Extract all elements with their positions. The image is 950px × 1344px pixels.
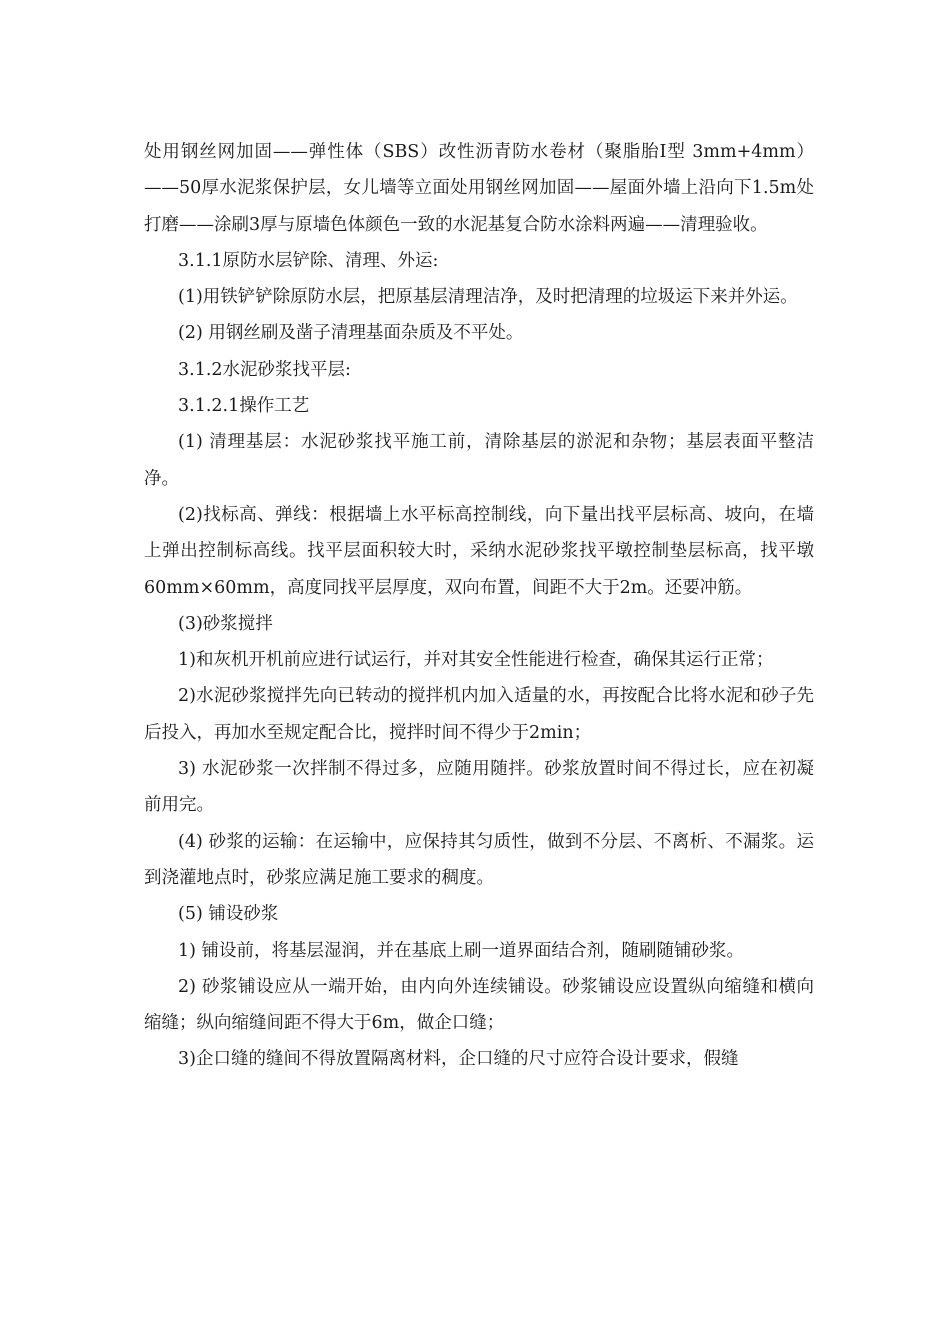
- heading-mortar-mixing: (3)砂浆搅拌: [178, 613, 273, 634]
- paragraph-clean-base: (1) 清理基层：水泥砂浆找平施工前，清除基层的淤泥和杂物；基层表面平整洁净。: [144, 432, 814, 489]
- paragraph-transport: (4) 砂浆的运输：在运输中，应保持其匀质性，做到不分层、不离析、不漏浆。运到浇灌地点时，砂浆应满足施工要求的稠度。: [144, 831, 814, 888]
- paragraph-intro: 处用钢丝网加固——弹性体（SBS）改性沥青防水卷材（聚脂胎Ⅰ型 3mm+4mm）——50厚水泥浆保护层，女儿墙等立面处用钢丝网加固——屋面外墙上沿向下1.5m处打磨——涂刷3厚与原墙色体颜色一致的水泥基复合防水涂料两遍——清理验收。: [144, 142, 814, 235]
- heading-laying-mortar: (5) 铺设砂浆: [178, 904, 279, 925]
- paragraph-step-1: (1)用铁铲铲除原防水层，把原基层清理洁净，及时把清理的垃圾运下来并外运。: [178, 287, 798, 308]
- document-body: [144, 134, 814, 1078]
- paragraph-batch-size: 3) 水泥砂浆一次拌制不得过多，应随用随拌。砂浆放置时间不得过长，应在初凝前用完。: [144, 759, 814, 816]
- paragraph-step-2: (2) 用钢丝刷及凿子清理基面杂质及不平处。: [178, 323, 524, 344]
- heading-3-1-2: 3.1.2水泥砂浆找平层:: [178, 359, 351, 380]
- heading-3-1-2-1: 3.1.2.1操作工艺: [178, 396, 310, 417]
- paragraph-laying-direction: 2) 砂浆铺设应从一端开始，由内向外连续铺设。砂浆铺设应设置纵向缩缝和横向缩缝；纵向缩缝间距不得大于6m，做企口缝；: [144, 976, 814, 1034]
- paragraph-mixing-order: 2)水泥砂浆搅拌先向已转动的搅拌机内加入适量的水，再按配合比将水泥和砂子先后投入，再加水至规定配合比，搅拌时间不得少于2min；: [144, 686, 814, 743]
- paragraph-pre-wetting: 1) 铺设前，将基层湿润，并在基底上刷一道界面结合剂，随刷随铺砂浆。: [178, 940, 745, 961]
- paragraph-mixer-test: 1)和灰机开机前应进行试运行，并对其安全性能进行检查，确保其运行正常；: [178, 650, 774, 671]
- paragraph-tongue-groove-joint: 3)企口缝的缝间不得放置隔离材料，企口缝的尺寸应符合设计要求，假缝: [178, 1049, 739, 1070]
- paragraph-elevation-marking: (2)找标高、弹线：根据墙上水平标高控制线，向下量出找平层标高、坡向，在墙上弹出控制标高线。找平层面积较大时，采纳水泥砂浆找平墩控制垫层标高，找平墩60mm×60mm，高度同找平层厚度，双向布置，间距不大于2m。还要冲筋。: [144, 504, 814, 598]
- heading-3-1-1: 3.1.1原防水层铲除、清理、外运:: [178, 250, 439, 271]
